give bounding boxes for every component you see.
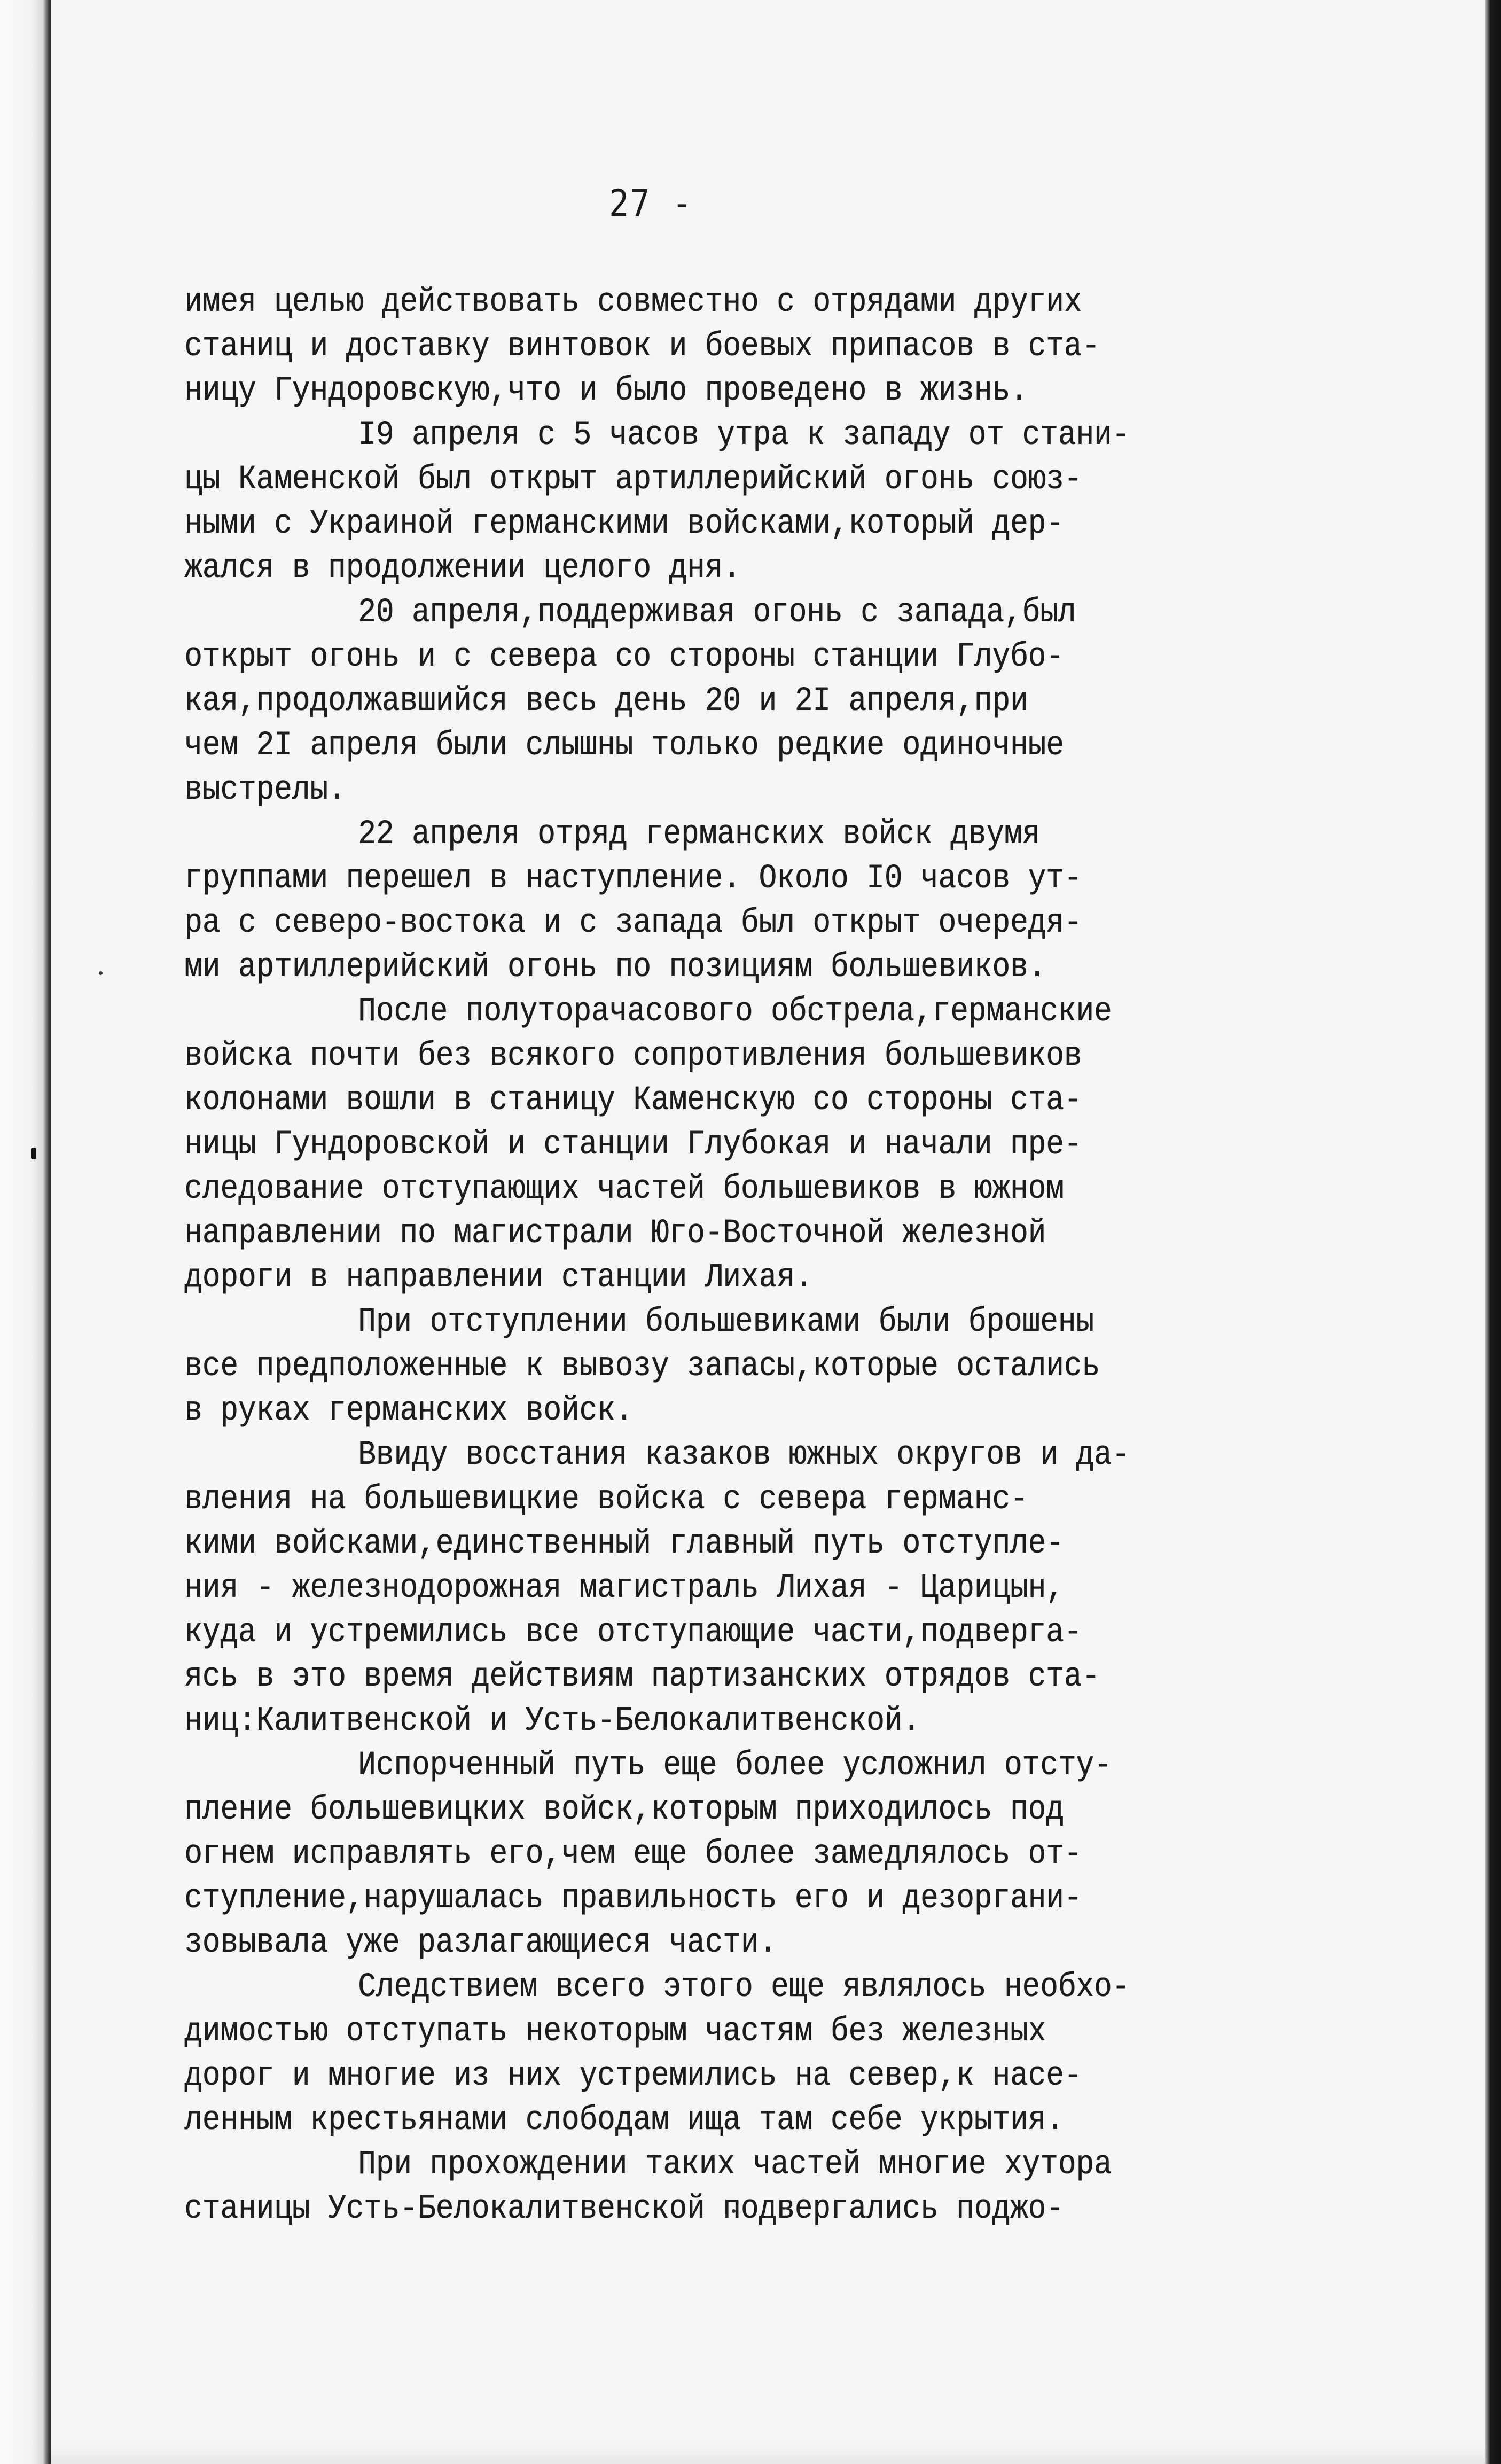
text-line: При прохождении таких частей многие хутора [358,2145,1112,2184]
text-line: кая,продолжавшийся весь день 20 и 2I апреля,при [184,681,1028,721]
ink-speck [99,971,103,975]
margin-ink-mark [31,1148,36,1159]
text-line: станицы Усть-Белокалитвенской подвергались поджо- [184,2189,1064,2228]
text-line: пление большевицких войск,которым приходилось под [184,1790,1064,1829]
text-line: ступление,нарушалась правильность его и дезоргани- [184,1878,1082,1918]
text-line: Следствием всего этого еще являлось необхо- [358,1967,1130,2007]
text-line: ницу Гундоровскую,что и было проведено в жизнь. [184,371,1028,410]
text-line: в руках германских войск. [184,1391,634,1430]
text-line: Испорченный путь еще более усложнил отсту- [358,1745,1112,1785]
text-line: кими войсками,единственный главный путь отступле- [184,1524,1064,1563]
text-line: ленным крестьянами слободам ища там себе укрытия. [184,2100,1064,2140]
text-line: войска почти без всякого сопротивления большевиков [184,1036,1082,1075]
text-line: имея целью действовать совместно с отрядами других [184,282,1082,322]
text-line: ясь в это время действиям партизанских отрядов ста- [184,1657,1100,1696]
text-line: При отступлении большевиками были брошены [358,1302,1094,1342]
text-line: следование отступающих частей большевиков в южном [184,1169,1064,1208]
text-line: зовывала уже разлагающиеся части. [184,1923,777,1962]
page-left-edge [0,0,51,2464]
text-line: станиц и доставку винтовок и боевых припасов в ста- [184,326,1100,366]
text-line: Ввиду восстания казаков южных округов и да- [358,1435,1130,1475]
page-bottom-shadow [51,2443,1485,2464]
text-line: вления на большевицкие войска с севера германс- [184,1479,1028,1519]
text-line: огнем исправлять его,чем еще более замедлялось от- [184,1834,1082,1874]
text-line: куда и устремились все отступающие части,подверга- [184,1612,1082,1652]
text-line: 22 апреля отряд германских войск двумя [358,814,1041,854]
text-line: все предположенные к вывозу запасы,которые остались [184,1346,1100,1386]
text-line: направлении по магистрали Юго-Восточной железной [184,1213,1046,1253]
text-line: открыт огонь и с севера со стороны станции Глубо- [184,637,1064,676]
text-line: колонами вошли в станицу Каменскую со стороны ста- [184,1080,1082,1120]
text-line: дорог и многие из них устремились на север,к насе- [184,2056,1082,2095]
page-right-edge [1485,0,1501,2464]
text-line: выстрелы. [184,770,346,809]
page-number: 27 - [609,181,693,225]
text-line: ными с Украиной германскими войсками,который дер- [184,504,1064,543]
text-line: ницы Гундоровской и станции Глубокая и начали пре- [184,1125,1082,1164]
text-line: группами перешел в наступление. Около I0 часов ут- [184,859,1082,898]
text-line: После полуторачасового обстрела,германские [358,992,1112,1031]
text-line: I9 апреля с 5 часов утра к западу от стани- [358,415,1130,455]
text-line: ния - железнодорожная магистраль Лихая - Царицын, [184,1568,1064,1608]
text-line: 20 апреля,поддерживая огонь с запада,был [358,592,1076,632]
text-line: димостью отступать некоторым частям без железных [184,2011,1046,2051]
text-line: чем 2I апреля были слышны только редкие одиночные [184,726,1064,765]
text-line: ра с северо-востока и с запада был открыт очередя- [184,903,1082,942]
text-line: ми артиллерийский огонь по позициям большевиков. [184,947,1046,987]
text-line: цы Каменской был открыт артиллерийский огонь союз- [184,459,1082,499]
text-line: ниц:Калитвенской и Усть-Белокалитвенской. [184,1701,920,1741]
text-line: дороги в направлении станции Лихая. [184,1258,813,1297]
text-line: жался в продолжении целого дня. [184,548,741,588]
